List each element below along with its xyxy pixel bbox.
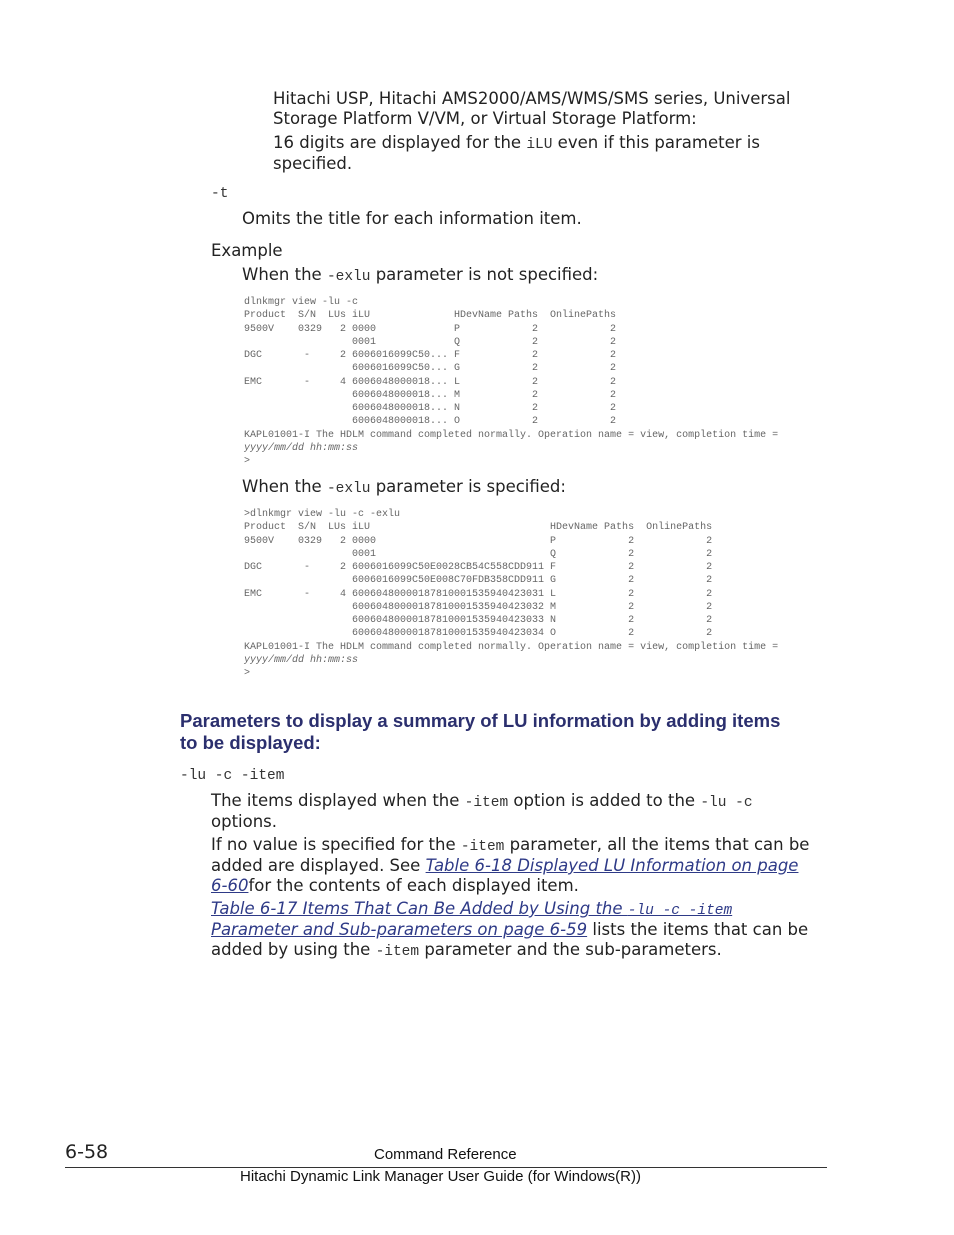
output-line: 6006016099C50... G 2 2 (244, 363, 617, 375)
option-lu-c-item: -lu -c -item (180, 768, 285, 784)
p2-text: added are displayed. See (211, 856, 426, 875)
p1-text: The items displayed when the (211, 791, 465, 810)
table-6-18-link-page[interactable]: 6-60 (211, 876, 249, 895)
item-code: -item (464, 795, 509, 811)
output-line: Product S/N LUs iLU HDevName Paths OnlinePaths (244, 310, 617, 322)
p1-line-2: options. (211, 812, 278, 831)
item-code: -item (460, 839, 505, 855)
p1-text: option is added to the (508, 791, 701, 810)
option-t: -t (211, 186, 229, 202)
p3-line-2 (211, 919, 808, 940)
output-line: DGC - 2 6006016099C50... F 2 2 (244, 350, 617, 361)
code-output-2 (244, 508, 778, 680)
output-line: 60060480000187810001535940423034 O 2 2 (244, 628, 713, 640)
output-line: 9500V 0329 2 0000 P 2 2 (244, 323, 617, 335)
p3-text: parameter and the sub-parameters. (419, 940, 722, 959)
output-line: 60060480000187810001535940423032 M 2 2 (244, 601, 713, 613)
output-time (244, 442, 778, 455)
output-line: Product S/N LUs iLU HDevName Paths OnlinePaths (244, 522, 713, 534)
output-line: 6006048000018... M 2 2 (244, 389, 617, 401)
p1-line-1 (211, 790, 753, 814)
output-line: 6006048000018... O 2 2 (244, 416, 617, 428)
table-6-17-link-cont[interactable]: Parameter and Sub-parameters on page 6-59 (211, 920, 588, 939)
note-line-4: specified. (273, 154, 353, 173)
intro-text: When the (242, 477, 327, 496)
footer-chapter: Command Reference (374, 1146, 517, 1163)
intro-text: When the (242, 265, 327, 284)
p3-line-3 (211, 939, 722, 963)
link-text: Table 6-17 Items That Can Be Added by Using the (211, 899, 628, 918)
output-time (244, 654, 778, 667)
p3-text: lists the items that can be (587, 920, 809, 939)
note-line-2: Storage Platform V/VM, or Virtual Storage Platform: (273, 109, 697, 128)
output-message: KAPL01001-I The HDLM command completed normally. Operation name = view, completion time = (244, 429, 779, 441)
output-command: >dlnkmgr view -lu -c -exlu (244, 509, 401, 520)
code-output-1 (244, 296, 778, 468)
p2-text: parameter, all the items that can be (504, 835, 810, 854)
section-heading-line-1: Parameters to display a summary of LU information by adding items (180, 710, 781, 731)
output-line: 0001 Q 2 2 (244, 548, 713, 560)
time-placeholder: yyyy/mm/dd hh:mm:ss (244, 654, 359, 666)
output-line: 6006048000018... N 2 2 (244, 403, 617, 414)
p2-text: for the contents of each displayed item. (248, 876, 579, 895)
example-label: Example (211, 241, 283, 260)
output-line: DGC - 2 6006016099C50E0028CB54C558CDD911 F 2 2 (244, 562, 713, 573)
intro-text: parameter is specified: (370, 477, 566, 496)
example-specified-intro (242, 476, 566, 500)
p3-text: added by using the (211, 940, 376, 959)
exlu-code: -exlu (326, 269, 371, 285)
intro-text: parameter is not specified: (370, 265, 599, 284)
section-heading-line-2: to be displayed: (180, 732, 321, 753)
p2-line-3 (211, 875, 579, 896)
output-line: 60060480000187810001535940423033 N 2 2 (244, 615, 713, 626)
p2-line-2 (211, 855, 798, 876)
lu-c-code: -lu -c (700, 795, 753, 811)
time-placeholder: yyyy/mm/dd hh:mm:ss (244, 442, 359, 454)
option-t-description: Omits the title for each information item. (242, 209, 582, 228)
note-text: 16 digits are displayed for the (273, 133, 527, 152)
page-number: 6-58 (65, 1141, 109, 1163)
output-prompt: > (244, 456, 251, 467)
section-heading (180, 710, 840, 754)
table-6-17-link[interactable] (211, 899, 732, 918)
lu-c-item-code: -lu -c -item (627, 903, 733, 919)
output-line: EMC - 4 60060480000187810001535940423031 L 2 2 (244, 588, 713, 600)
output-message: KAPL01001-I The HDLM command completed normally. Operation name = view, completion time = (244, 641, 779, 653)
note-line-1: Hitachi USP, Hitachi AMS2000/AMS/WMS/SMS series, Universal (273, 89, 791, 108)
output-line: 9500V 0329 2 0000 P 2 2 (244, 535, 713, 547)
output-line: 6006016099C50E008C70FDB358CDD911 G 2 2 (244, 575, 713, 587)
note-text: even if this parameter is (552, 133, 760, 152)
footer-book-title: Hitachi Dynamic Link Manager User Guide (for Windows(R)) (240, 1168, 641, 1185)
item-code: -item (375, 944, 420, 960)
table-6-18-link[interactable]: Table 6-18 Displayed LU Information on page (425, 856, 799, 875)
output-command: dlnkmgr view -lu -c (244, 297, 359, 308)
p2-text: If no value is specified for the (211, 835, 461, 854)
ilu-code: iLU (526, 137, 553, 153)
output-line: EMC - 4 6006048000018... L 2 2 (244, 376, 617, 388)
exlu-code: -exlu (326, 481, 371, 497)
output-line: 0001 Q 2 2 (244, 336, 617, 348)
example-not-specified-intro (242, 264, 598, 288)
output-prompt: > (244, 668, 251, 679)
